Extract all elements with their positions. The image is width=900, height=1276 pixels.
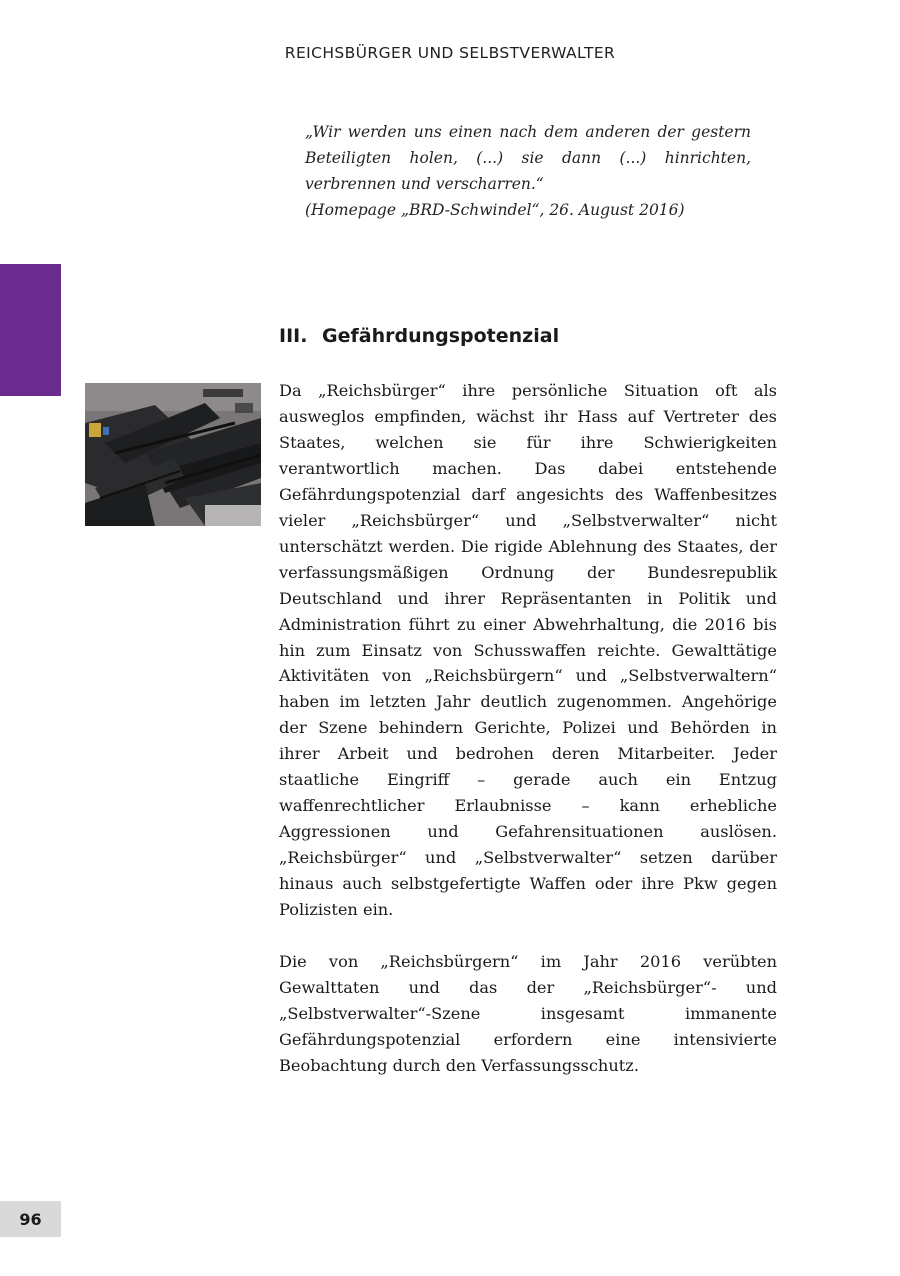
section-number: III. [279, 325, 308, 347]
quote-source: (Homepage „BRD-Schwindel“, 26. August 2016) [305, 201, 685, 219]
seized-weapons-photo [85, 383, 261, 526]
running-header: REICHSBÜRGER UND SELBSTVERWALTER [284, 44, 616, 62]
quote-block [305, 119, 751, 223]
paragraph: Da „Reichsbürger“ ihre persönliche Situation oft als ausweglos empfinden, wächst ihr Hass auf Vertreter des Staates, welchen sie für ihre Schwierigkeiten verantwortlich machen. Das dabei entstehende Gefährdungspotenzial darf angesichts des Waffenbesitzes vieler „Reichsbürger“ und „Selbstverwalter“ nicht unterschätzt werden. Die rigide Ablehnung des Staates, der verfassungsmäßigen Ordnung der Bundesrepublik Deutschland und ihrer Repräsentanten in Politik und Administration führt zu einer Abwehrhaltung, die 2016 bis hin zum Einsatz von Schusswaffen reichte. Gewalttätige Aktivitäten von „Reichsbürgern“ und „Selbstverwaltern“ haben im letzten Jahr deutlich zugenommen. Angehörige der Szene behindern Gerichte, Polizei und Behörden in ihrer Arbeit und bedrohen deren Mitarbeiter. Jeder staatliche Eingriff – gerade auch ein Entzug waffenrechtlicher Erlaubnisse – kann erhebliche Aggressionen und Gefahrensituationen auslösen. „Reichsbürger“ und „Selbstverwalter“ setzen darüber hinaus auch selbstgefertigte Waffen oder ihre Pkw gegen Polizisten ein. [279, 381, 777, 920]
page-number: 96 [0, 1201, 61, 1237]
quote-text: „Wir werden uns einen nach dem anderen der gestern Beteiligten holen, (...) sie dann (...) hinrichten, verbrennen und verscharren.“ [305, 123, 751, 193]
chapter-tab [0, 264, 61, 396]
paragraph: Die von „Reichsbürgern“ im Jahr 2016 verübten Gewalttaten und das der „Reichsbürger“- und „Selbstverwalter“-Szene insgesamt immanente Gefährdungspotenzial erfordern eine intensivierte Beobachtung durch den Verfassungsschutz. [279, 951, 777, 1075]
section-title: Gefährdungspotenzial [322, 325, 560, 347]
section-heading [279, 325, 559, 347]
body-text [279, 378, 777, 1079]
